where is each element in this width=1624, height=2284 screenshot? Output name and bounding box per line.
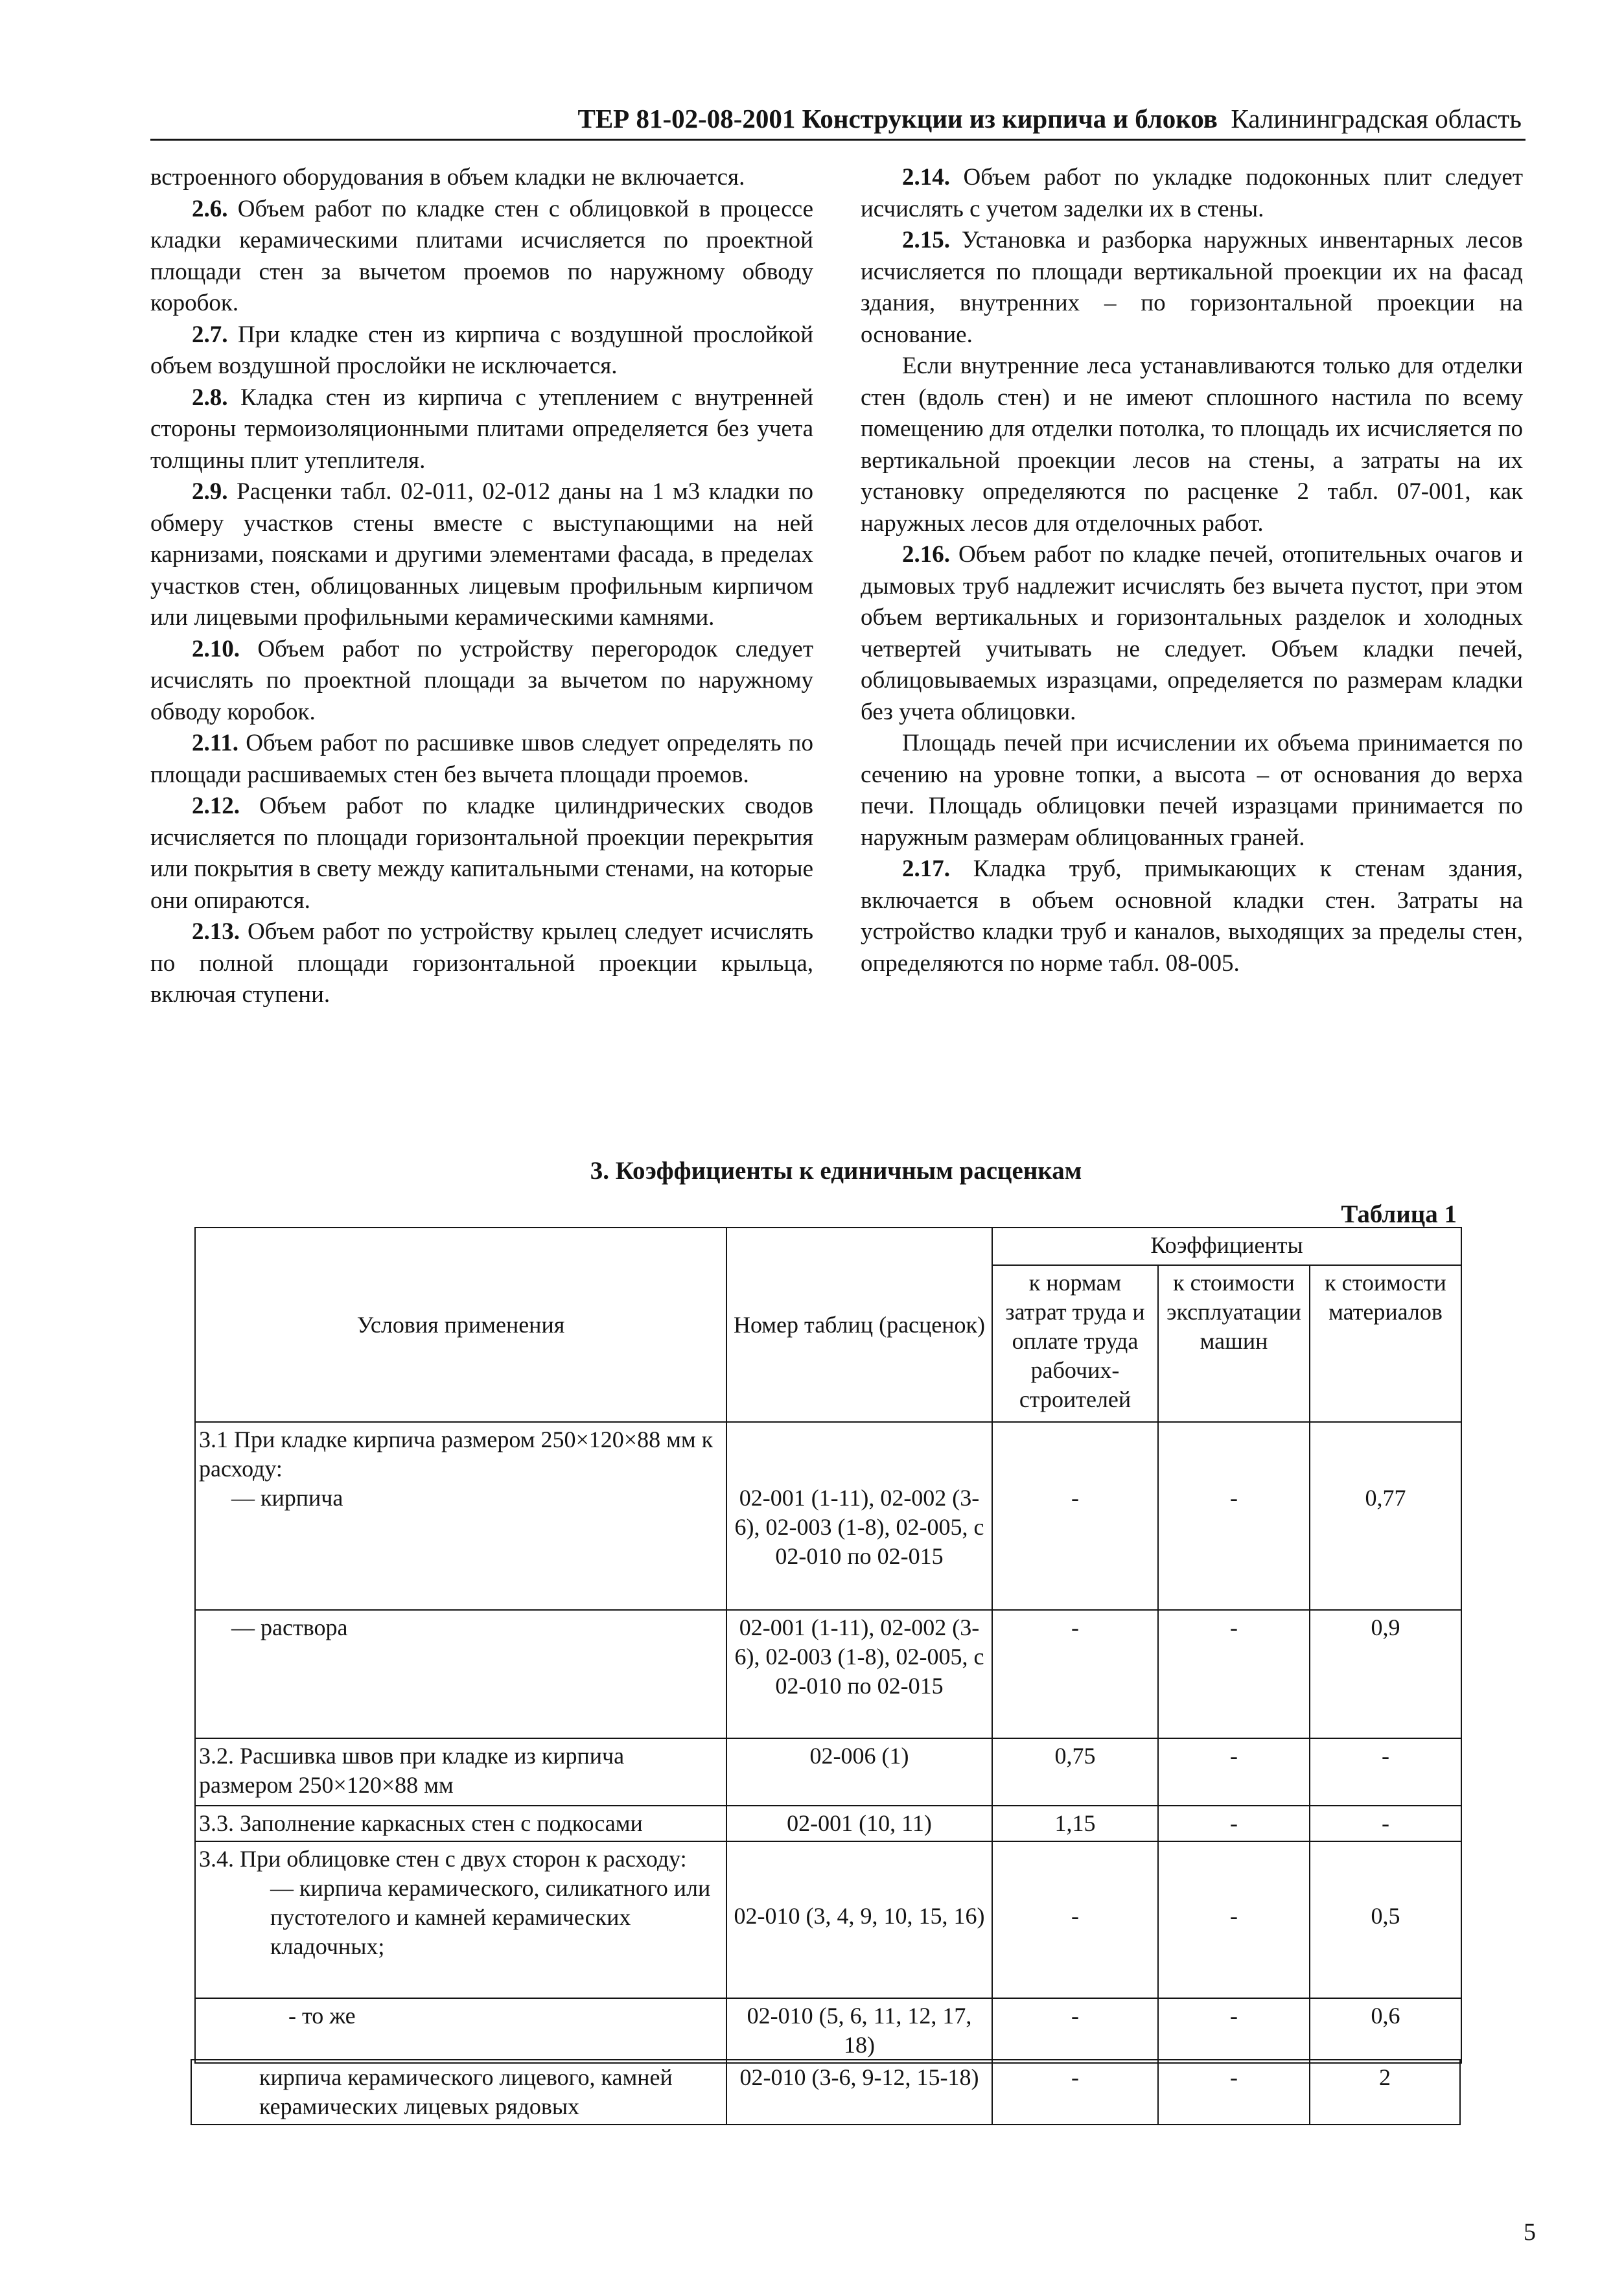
paragraph-continuation: встроенного оборудования в объем кладки не включается. bbox=[150, 164, 745, 191]
row-machines: - bbox=[1158, 1998, 1310, 2063]
row-materials: 0,9 bbox=[1310, 1610, 1461, 1738]
clause-number: 2.14. bbox=[902, 164, 950, 191]
header-materials: к стоимости материалов bbox=[1310, 1265, 1461, 1422]
row-labor: - bbox=[992, 1841, 1158, 1998]
coefficients-table-continuation bbox=[191, 2059, 1461, 2125]
row-labor: - bbox=[992, 1422, 1158, 1610]
table-row-3-1-brick bbox=[195, 1422, 1461, 1610]
row-condition bbox=[195, 1841, 726, 1998]
row-materials: 0,6 bbox=[1310, 1998, 1461, 2063]
clause-text: Объем работ по устройству крылец следует исчислять по полной площади горизонтальной проекции крыльца, включая ступени. bbox=[150, 918, 813, 1008]
table-row-3-4-brick bbox=[195, 1841, 1461, 1998]
clause-text: Объем работ по кладке стен с облицовкой в процессе кладки керамическими плитами исчисляется по проектной площади стен за вычетом проемов по наружному обводу коробок. bbox=[150, 195, 813, 316]
paragraph-2-14 bbox=[861, 162, 1523, 225]
header-labor: к нормам затрат труда и оплате труда рабочих-строителей bbox=[992, 1265, 1158, 1422]
clause-number: 2.11. bbox=[192, 730, 238, 756]
row-subitem-label: - то же bbox=[288, 2003, 356, 2029]
row-labor: - bbox=[992, 2060, 1158, 2125]
header-document-code: ТЕР 81-02-08-2001 Конструкции из кирпича и блоков bbox=[577, 104, 1218, 134]
paragraph-2-6 bbox=[150, 194, 813, 320]
row-group-title: 3.1 При кладке кирпича размером 250×120×88 мм к расходу: bbox=[199, 1427, 713, 1482]
row-materials: - bbox=[1310, 1806, 1461, 1841]
row-table-numbers: 02-001 (1-11), 02-002 (3-6), 02-003 (1-8), 02-005, с 02-010 по 02-015 bbox=[726, 1422, 992, 1610]
row-machines: - bbox=[1158, 1610, 1310, 1738]
clause-text: Объем работ по кладке печей, отопительных очагов и дымовых труб надлежит исчислять без вычета пустот, при этом объем вертикальных и горизонтальных разделок и холодных четвертей учитывать не следует. Объем кладки печей, облицовываемых изразцами, определяется по размерам кладки без учета облицовки. bbox=[861, 541, 1523, 725]
clause-number: 2.13. bbox=[192, 918, 240, 945]
row-machines: - bbox=[1158, 1806, 1310, 1841]
row-condition bbox=[195, 1422, 726, 1610]
right-text-column bbox=[861, 162, 1523, 979]
clause-number: 2.16. bbox=[902, 541, 950, 568]
row-condition: 3.3. Заполнение каркасных стен с подкосами bbox=[195, 1806, 726, 1841]
table-row-3-2 bbox=[195, 1738, 1461, 1806]
row-table-numbers: 02-010 (3, 4, 9, 10, 15, 16) bbox=[726, 1841, 992, 1998]
row-condition bbox=[195, 1610, 726, 1738]
row-labor: - bbox=[992, 1998, 1158, 2063]
clause-number: 2.12. bbox=[192, 793, 240, 819]
clause-text: Объем работ по устройству перегородок следует исчислять по проектной площади за вычетом по наружному обводу коробок. bbox=[150, 635, 813, 725]
row-condition bbox=[195, 1998, 726, 2063]
paragraph-inner-scaffolding: Если внутренние леса устанавливаются только для отделки стен (вдоль стен) и не имеют сплошного настила по всему помещению для отделки потолка, то площадь их исчисляется по вертикальной проекции лесов на стены, а затраты на их установку определяются по расценке 2 табл. 07-001, как наружных лесов для отделочных работ. bbox=[861, 353, 1523, 537]
clause-text: Кладка труб, примыкающих к стенам здания, включается в объем основной кладки стен. Затраты на устройство кладки труб и каналов, выходящих за пределы стен, определяются по норме табл. 08-005. bbox=[861, 856, 1523, 977]
header-region: Калининградская область bbox=[1231, 104, 1522, 134]
row-table-numbers: 02-010 (3-6, 9-12, 15-18) bbox=[726, 2060, 992, 2125]
clause-text: Объем работ по расшивке швов следует определять по площади расшиваемых стен без вычета площади проемов. bbox=[150, 730, 813, 788]
row-labor: 1,15 bbox=[992, 1806, 1158, 1841]
clause-text: Объем работ по кладке цилиндрических сводов исчисляется по площади горизонтальной проекции перекрытия или покрытия в свету между капитальными стенами, на которые они опираются. bbox=[150, 793, 813, 914]
clause-number: 2.9. bbox=[192, 478, 228, 505]
row-labor: - bbox=[992, 1610, 1158, 1738]
row-condition: кирпича керамического лицевого, камней керамических лицевых рядовых bbox=[191, 2060, 726, 2125]
row-materials: - bbox=[1310, 1738, 1461, 1806]
paragraph-2-11 bbox=[150, 728, 813, 791]
paragraph-2-16 bbox=[861, 539, 1523, 728]
header-coefficients: Коэффициенты bbox=[992, 1228, 1461, 1265]
clause-text: При кладке стен из кирпича с воздушной прослойкой объем воздушной прослойки не исключается. bbox=[150, 321, 813, 379]
header-table-numbers: Номер таблиц (расценок) bbox=[726, 1228, 992, 1422]
row-table-numbers: 02-001 (10, 11) bbox=[726, 1806, 992, 1841]
paragraph-2-7 bbox=[150, 320, 813, 382]
paragraph-2-17 bbox=[861, 854, 1523, 979]
left-text-column bbox=[150, 162, 813, 1011]
clause-number: 2.17. bbox=[902, 856, 950, 882]
paragraph-stove-area: Площадь печей при исчислении их объема принимается по сечению на уровне топки, а высота – от основания до верха печи. Площадь облицовки печей изразцами принимается по наружным размерам облицованных граней. bbox=[861, 730, 1523, 851]
clause-text: Объем работ по укладке подоконных плит следует исчислять с учетом заделки их в стены. bbox=[861, 164, 1523, 222]
header-conditions: Условия применения bbox=[195, 1228, 726, 1422]
row-materials: 2 bbox=[1310, 2060, 1460, 2125]
row-subitem-label: — раствора bbox=[231, 1614, 348, 1640]
coefficients-table bbox=[194, 1227, 1462, 2064]
paragraph-2-15 bbox=[861, 225, 1523, 351]
row-labor: 0,75 bbox=[992, 1738, 1158, 1806]
table-header-row bbox=[195, 1228, 1461, 1265]
clause-text: Кладка стен из кирпича с утеплением с внутренней стороны термоизоляционными плитами определяется без учета толщины плит утеплителя. bbox=[150, 384, 813, 474]
table-row-3-3 bbox=[195, 1806, 1461, 1841]
row-table-numbers: 02-010 (5, 6, 11, 12, 17, 18) bbox=[726, 1998, 992, 2063]
table-row-3-4-facing bbox=[191, 2060, 1460, 2125]
clause-number: 2.10. bbox=[192, 635, 240, 662]
paragraph-2-8 bbox=[150, 382, 813, 477]
paragraph-2-12 bbox=[150, 791, 813, 916]
row-group-title: 3.4. При облицовке стен с двух сторон к расходу: bbox=[199, 1846, 687, 1872]
clause-number: 2.8. bbox=[192, 384, 228, 411]
header-rule bbox=[150, 139, 1525, 141]
row-subitem-label: — кирпича керамического, силикатного или пустотелого и камней керамических кладочных; bbox=[270, 1875, 711, 1959]
table-row-3-1-mortar bbox=[195, 1610, 1461, 1738]
row-table-numbers: 02-001 (1-11), 02-002 (3-6), 02-003 (1-8), 02-005, с 02-010 по 02-015 bbox=[726, 1610, 992, 1738]
paragraph-2-9 bbox=[150, 476, 813, 634]
running-header bbox=[150, 102, 1522, 135]
row-table-numbers: 02-006 (1) bbox=[726, 1738, 992, 1806]
row-materials: 0,5 bbox=[1310, 1841, 1461, 1998]
paragraph-2-10 bbox=[150, 634, 813, 728]
clause-text: Расценки табл. 02-011, 02-012 даны на 1 м3 кладки по обмеру участков стены вместе с выступающими на ней карнизами, поясками и другими элементами фасада, в пределах участков стен, облицованных лицевым профильным кирпичом или лицевыми профильными керамическими камнями. bbox=[150, 478, 813, 631]
row-machines: - bbox=[1158, 2060, 1310, 2125]
row-materials: 0,77 bbox=[1310, 1422, 1461, 1610]
row-machines: - bbox=[1158, 1422, 1310, 1610]
clause-number: 2.15. bbox=[902, 227, 950, 253]
table-row-3-4-same bbox=[195, 1998, 1461, 2063]
page-number: 5 bbox=[1524, 2219, 1536, 2246]
paragraph-2-13 bbox=[150, 916, 813, 1011]
table-label: Таблица 1 bbox=[1341, 1200, 1457, 1228]
clause-number: 2.7. bbox=[192, 321, 228, 348]
row-condition: 3.2. Расшивка швов при кладке из кирпича размером 250×120×88 мм bbox=[195, 1738, 726, 1806]
header-machines: к стоимости эксплуатации машин bbox=[1158, 1265, 1310, 1422]
row-machines: - bbox=[1158, 1841, 1310, 1998]
clause-text: Установка и разборка наружных инвентарных лесов исчисляется по площади вертикальной проекции их на фасад здания, внутренних – по горизонтальной проекции на основание. bbox=[861, 227, 1523, 348]
section-title: 3. Коэффициенты к единичным расценкам bbox=[590, 1157, 1082, 1185]
row-subitem-label: — кирпича bbox=[231, 1485, 343, 1511]
clause-number: 2.6. bbox=[192, 195, 228, 222]
row-machines: - bbox=[1158, 1738, 1310, 1806]
